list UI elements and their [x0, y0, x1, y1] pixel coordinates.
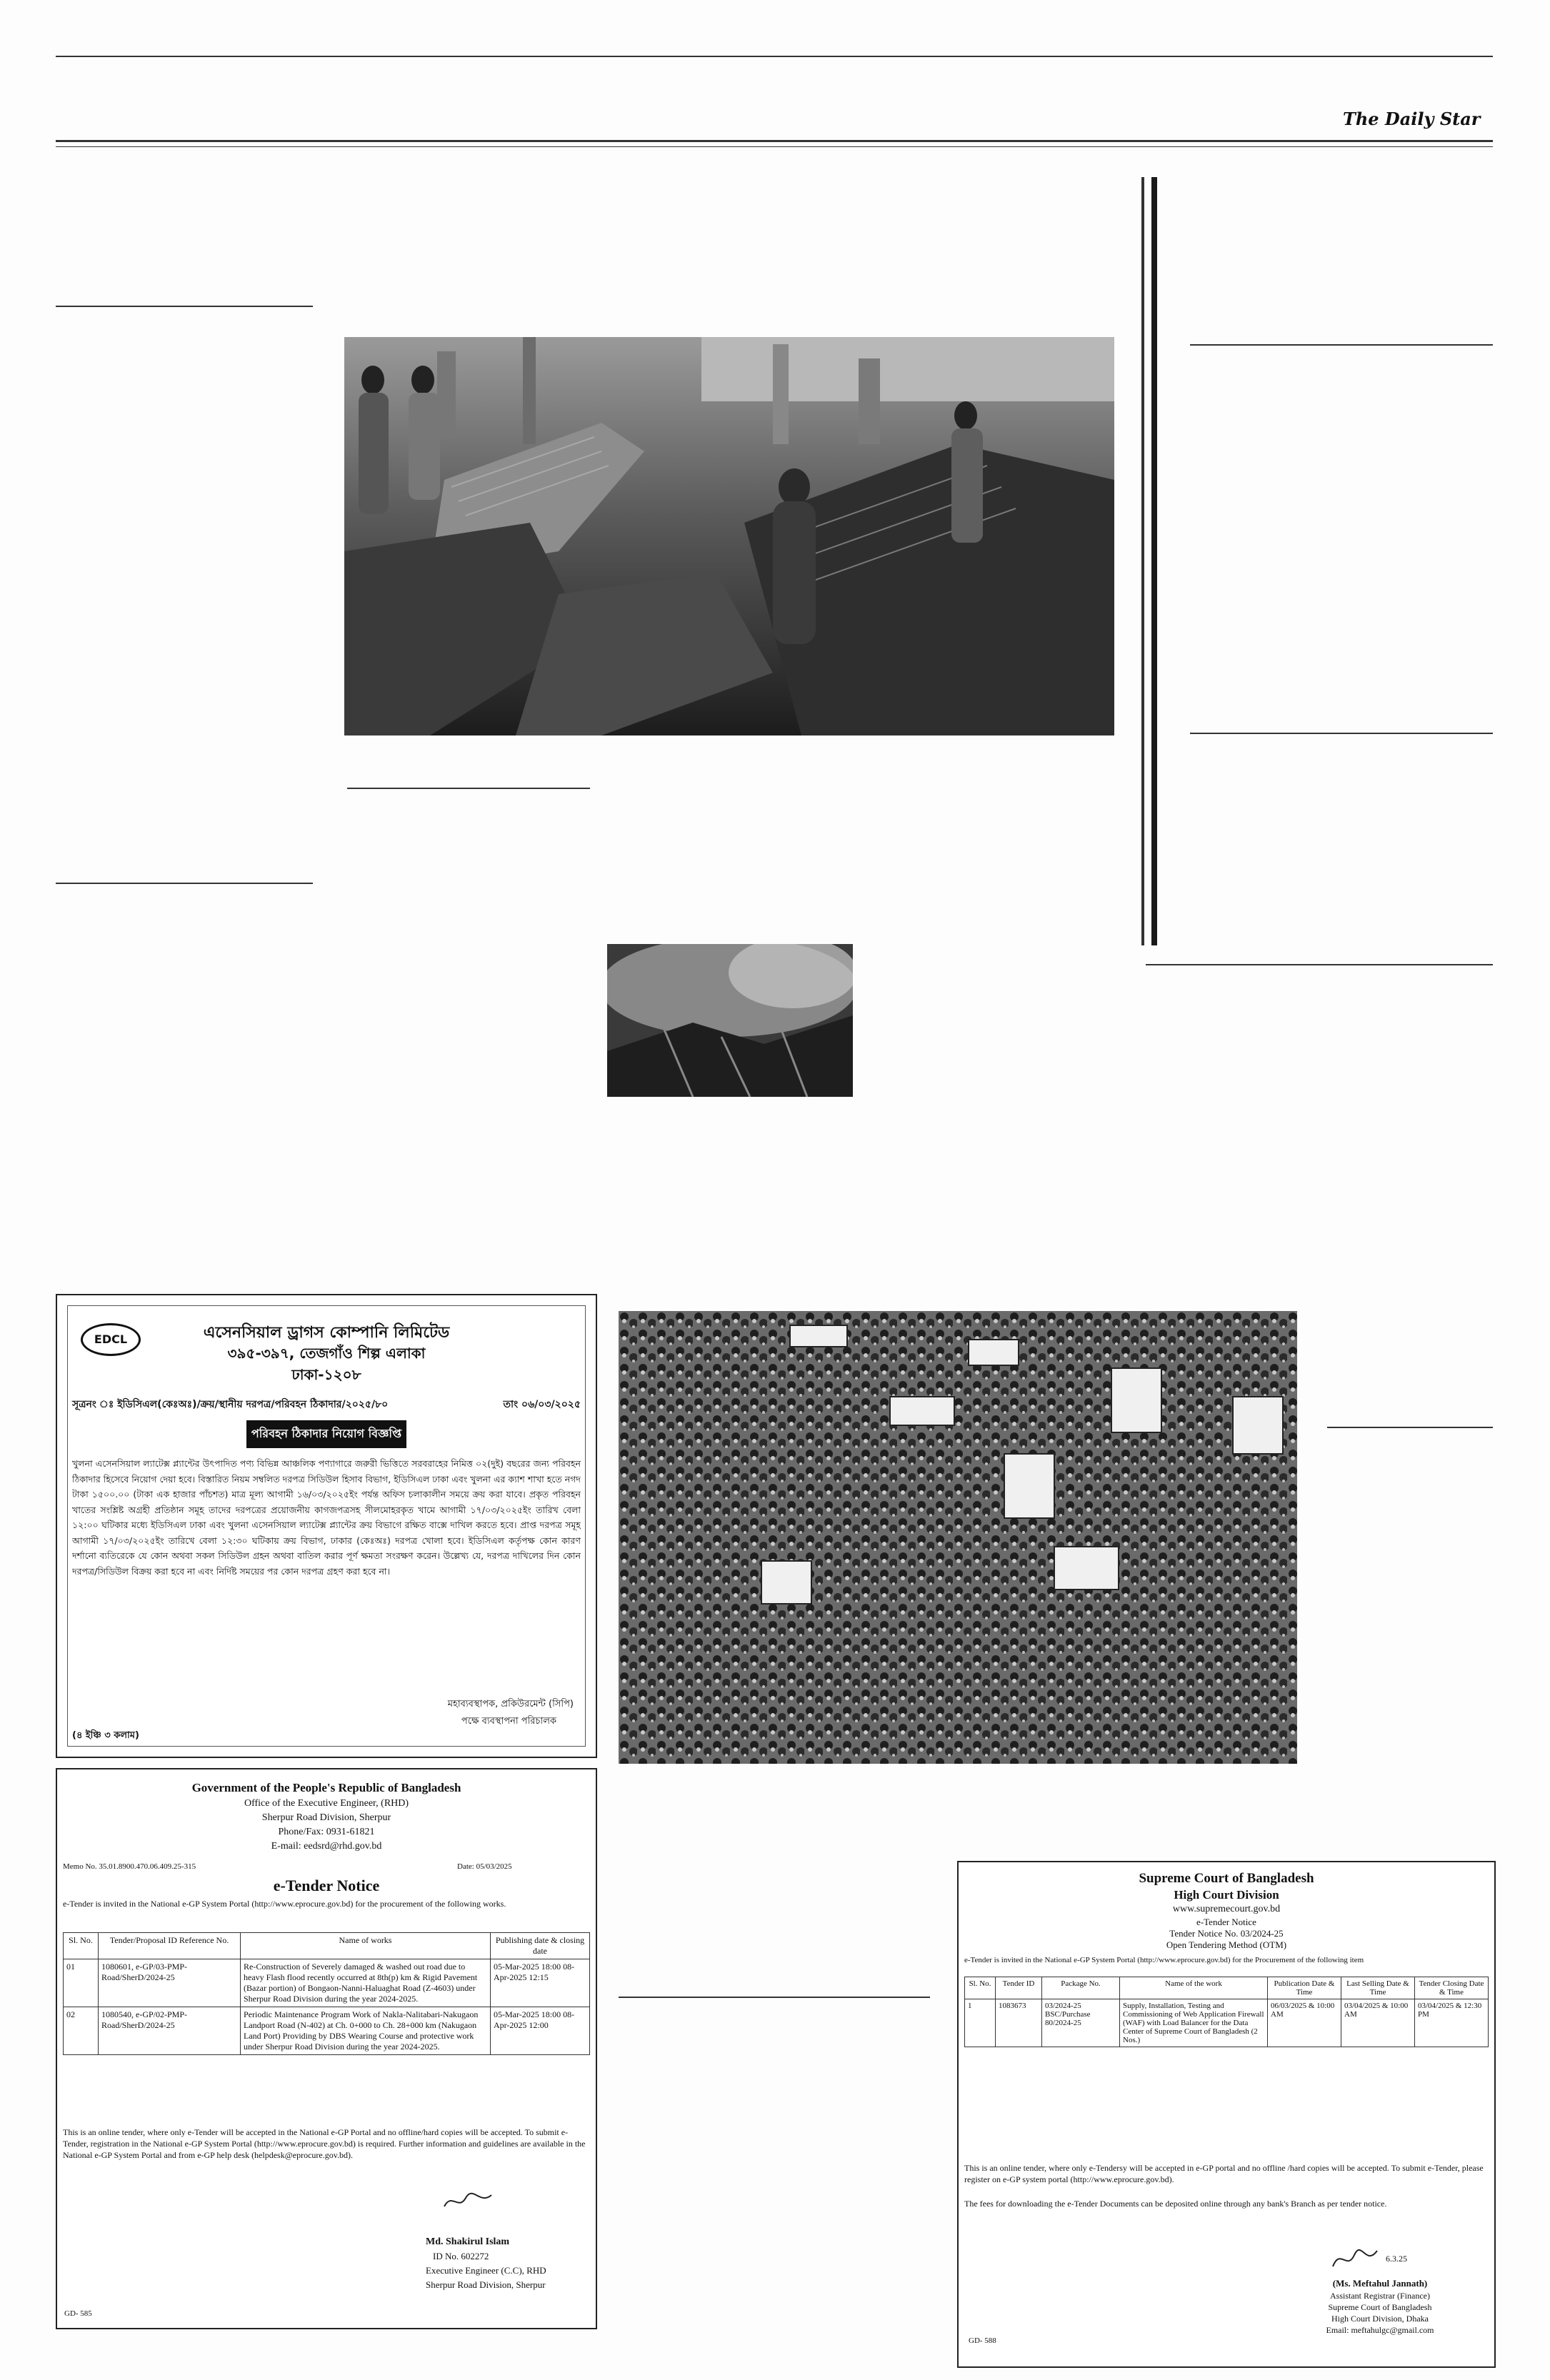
court-division: High Court Division	[1174, 1888, 1279, 1902]
division-name: Sherpur Road Division, Sherpur	[261, 1812, 391, 1823]
table-cell: 03/04/2025 & 10:00 AM	[1341, 1999, 1415, 2047]
col-header: Sl. No.	[64, 1933, 99, 1959]
office-email: E-mail: eedsrd@rhd.gov.bd	[271, 1841, 382, 1852]
notice-title: e-Tender Notice	[273, 1877, 380, 1894]
table-cell: 06/03/2025 & 10:00 AM	[1268, 1999, 1341, 2047]
memo-date: তাং ০৬/০৩/২০২৫	[503, 1399, 581, 1410]
memo-number: Memo No. 35.01.8900.470.06.409.25-315	[63, 1862, 196, 1871]
col-header: Publishing date & closing date	[491, 1933, 590, 1959]
signer-title: মহাব্যবস্থাপক, প্রকিউরমেন্ট (সিপি)	[447, 1699, 574, 1709]
table-row	[64, 2007, 590, 2055]
signer-id: ID No. 602272	[433, 2251, 489, 2261]
left-column-rule-1	[56, 306, 313, 307]
signer-email: Email: meftahulgc@gmail.com	[1326, 2325, 1434, 2335]
col-header: Last Selling Date & Time	[1341, 1977, 1415, 1999]
right-column-rule-2	[1190, 733, 1493, 734]
table-row	[64, 1959, 590, 2007]
memo-date: Date: 05/03/2025	[457, 1862, 512, 1871]
signer-name: (Ms. Meftahul Jannath)	[1332, 2278, 1428, 2289]
table-cell: 03/04/2025 & 12:30 PM	[1415, 1999, 1489, 2047]
fire-aftermath-photo	[344, 337, 1114, 735]
edcl-logo: EDCL	[81, 1323, 141, 1356]
masthead-double-rule-1	[56, 140, 1493, 142]
item-table-wrapper	[964, 1977, 1489, 2047]
notice-intro: e-Tender is invited in the National e-GP System Portal (http://www.eprocure.gov.bd) for the procurement of the following works.	[63, 1899, 506, 1909]
signature-mark	[443, 2191, 493, 2212]
table-cell: Periodic Maintenance Program Work of Nakla-Nalitabari-Nakugaon Landport Road (N-402) at Ch. 0+000 to Ch. 28+000 km (Nakugaon Land Port) Providing by DBS Wearing Course and protective work under Sherpur Road Division during the year 2024-2025.	[241, 2007, 491, 2055]
company-name: এসেনসিয়াল ড্রাগস কোম্পানি লিমিটেড	[203, 1324, 450, 1342]
table-cell: 03/2024-25 BSC/Purchase 80/2024-25	[1042, 1999, 1120, 2047]
fire-smoke-photo	[607, 944, 853, 1097]
supreme-court-tender-ad	[957, 1861, 1496, 2368]
col-header: Sl. No.	[965, 1977, 996, 1999]
col-header: Tender Closing Date & Time	[1415, 1977, 1489, 1999]
essential-drugs-tender-ad	[56, 1294, 597, 1758]
table-cell: 1	[965, 1999, 996, 2047]
signer-title: Assistant Registrar (Finance)	[1330, 2291, 1430, 2301]
right-column-rule-1	[1190, 344, 1493, 346]
works-table	[63, 1932, 590, 2055]
right-column-rule-3	[1146, 964, 1493, 965]
right-column-vertical-bar-1	[1141, 177, 1144, 945]
tender-method: Open Tendering Method (OTM)	[1166, 1939, 1287, 1950]
col-header: Package No.	[1042, 1977, 1120, 1999]
phone-fax: Phone/Fax: 0931-61821	[278, 1827, 375, 1837]
sign-date: 6.3.25	[1386, 2254, 1407, 2264]
col-header: Tender ID	[996, 1977, 1042, 1999]
table-cell: 01	[64, 1959, 99, 2007]
office-name: Office of the Executive Engineer, (RHD)	[244, 1798, 409, 1809]
notice-body: খুলনা এসেনসিয়াল ল্যাটেক্স প্ল্যান্টের উৎপাদিত পণ্য বিভিন্ন আঞ্চলিক পণ্যাগারে জরুরী ভিত্তিতে সরবরাহের নিমিত্ত ০২(দুই) বছরের জন্য পরিবহন ঠিকাদার হিসেবে নিয়োগ দেয়া হবে। বিস্তারিত নিয়ম সম্বলিত দরপত্র সিডিউল হিসাব বিভাগ, ইডিসিএল ঢাকা এবং খুলনা এর ক্যাশ শাখা হতে নগদ টাকা ১৫০০.০০ (টাকা এক হাজার পাঁচশত) মাত্র মূল্য আগামী ১৬/০৩/২০২৫ইং পর্যন্ত অফিস চলাকালীন সময়ে ক্রয় করা যাবে। প্রকৃত পরিবহন খাতের সংশ্লিষ্ট অগ্রহী প্রতিষ্ঠান সমূহ তাদের দরপত্রের প্রয়োজনীয় কাগজপত্রসহ সীলমোহরকৃত খামে আগামী ১৭/০৩/২০২৫ইং তারিখ বেলা ১২:০০ ঘটিকার মধ্যে ইডিসিএল ঢাকা এবং খুলনা এসেনসিয়াল ল্যাটেক্স প্ল্যান্টের ক্রয় বিভাগে রক্ষিত বাক্সে দাখিল করতে হবে। প্রাপ্ত দরপত্র সমূহ আগামী ১৭/০৩/২০২৫ইং তারিখে বেলা ১২:৩০ ঘটিকায় ক্রয় বিভাগ, ঢাকার (কেঃঅঃ) দরপত্র খোলা হবে। ইডিসিএল কর্তৃপক্ষ কোন কারণ দর্শানো ব্যতিরেকে যে কোন অথবা সকল সিডিউল গ্রহন অথবা বাতিল করার পূর্ণ ক্ষমতা সংরক্ষণ করেন। উল্লেখ্য যে, দরপত্র দাখিলের দিন কোন দরপত্র/সিডিউল বিক্রয় করা হবে না এবং নির্দিষ্ট সময়ের পর কোন দরপত্র গ্রহণ করা হবে না।	[72, 1458, 581, 1577]
signer-title: Executive Engineer (C.C), RHD	[426, 2265, 546, 2276]
right-column-rule-4	[1327, 1427, 1493, 1428]
protest-crowd-photo	[619, 1311, 1297, 1764]
table-cell: 1083673	[996, 1999, 1042, 2047]
gd-number: GD- 588	[969, 2336, 996, 2345]
works-table-wrapper	[63, 1932, 590, 2055]
notice-type: e-Tender Notice	[1196, 1917, 1256, 1927]
table-cell: Supply, Installation, Testing and Commissioning of Web Application Firewall (WAF) with Load Balancer for the Data Center of Supreme Court of Bangladesh (2 Nos.)	[1120, 1999, 1268, 2047]
masthead-logo: The Daily Star	[1343, 109, 1481, 129]
ad-size-note: (৪ ইঞ্চি ৩ কলাম)	[72, 1730, 139, 1741]
gd-number: GD- 585	[64, 2309, 92, 2318]
table-cell: 1080601, e-GP/03-PMP-Road/SherD/2024-25	[99, 1959, 241, 2007]
table-row	[965, 1999, 1489, 2047]
col-header: Tender/Proposal ID Reference No.	[99, 1933, 241, 1959]
col-header: Publication Date & Time	[1268, 1977, 1341, 1999]
masthead-double-rule-2	[56, 146, 1493, 147]
notice-footer-2: The fees for downloading the e-Tender Documents can be deposited online through any bank's Branch as per tender notice.	[964, 2199, 1387, 2209]
notice-intro: e-Tender is invited in the National e-GP System Portal (http://www.eprocure.gov.bd) for the Procurement of the following item	[964, 1956, 1364, 1964]
company-address-1: ৩৯৫-৩৯৭, তেজগাঁও শিল্প এলাকা	[227, 1345, 426, 1362]
table-cell: 05-Mar-2025 18:00 08-Apr-2025 12:00	[491, 2007, 590, 2055]
signer-on-behalf: পক্ষে ব্যবস্থাপনা পরিচালক	[461, 1716, 556, 1727]
table-cell: 1080540, e-GP/02-PMP-Road/SherD/2024-25	[99, 2007, 241, 2055]
table-cell: 05-Mar-2025 18:00 08-Apr-2025 12:15	[491, 1959, 590, 2007]
right-column-vertical-bar-2	[1151, 177, 1157, 945]
signature-mark	[1330, 2245, 1380, 2274]
tender-notice-number: Tender Notice No. 03/2024-25	[1169, 1928, 1284, 1939]
item-table	[964, 1977, 1489, 2047]
left-column-rule-2	[56, 883, 313, 884]
signer-office: Sherpur Road Division, Sherpur	[426, 2279, 546, 2290]
notice-heading: পরিবহন ঠিকাদার নিয়োগ বিজ্ঞপ্তি	[246, 1420, 406, 1448]
center-column-rule	[347, 788, 590, 789]
table-cell: Re-Construction of Severely damaged & washed out road due to heavy Flash flood recently occurred at 8th(p) km & Rigid Pavement (Bazar portion) of Bongaon-Nanni-Haluaghat Road (Z-4603) under Sherpur Road Division during the year 2024-2025.	[241, 1959, 491, 2007]
signer-office-1: Supreme Court of Bangladesh	[1328, 2302, 1432, 2312]
signer-office-2: High Court Division, Dhaka	[1331, 2314, 1429, 2324]
court-website: www.supremecourt.gov.bd	[1172, 1904, 1281, 1914]
company-address-2: ঢাকা-১২০৮	[291, 1366, 361, 1383]
rhd-sherpur-tender-ad	[56, 1768, 597, 2329]
notice-footer-1: This is an online tender, where only e-Tendersy will be accepted in e-GP portal and no offline /hard copies will be accepted. To submit e-Tender, please register on e-GP system portal (http://www.eprocure.gov.bd).	[964, 2163, 1484, 2185]
ad-inner-border	[67, 1305, 586, 1747]
memo-number: সূত্রনং ঃ ইডিসিএল(কেঃঅঃ)/ক্রয়/স্থানীয় দরপত্র/পরিবহন ঠিকাদার/২০২৫/৮০	[72, 1399, 389, 1410]
table-cell: 02	[64, 2007, 99, 2055]
gov-title: Government of the People's Republic of Bangladesh	[191, 1781, 461, 1794]
col-header: Name of the work	[1120, 1977, 1268, 1999]
top-rule	[56, 56, 1493, 57]
middle-lower-rule	[619, 1997, 930, 1998]
notice-footer: This is an online tender, where only e-Tender will be accepted in the National e-GP Portal and no offline/hard copies will be accepted. To submit e-Tender, registration in the National e-GP System Portal (http://www.eprocure.gov.bd) is required. Further information and guidelines are available in the National e-GP System Portal and from e-GP help desk (helpdesk@eprocure.gov.bd).	[63, 2127, 586, 2161]
signer-name: Md. Shakirul Islam	[426, 2236, 510, 2247]
col-header: Name of works	[241, 1933, 491, 1959]
court-title: Supreme Court of Bangladesh	[1139, 1871, 1314, 1886]
